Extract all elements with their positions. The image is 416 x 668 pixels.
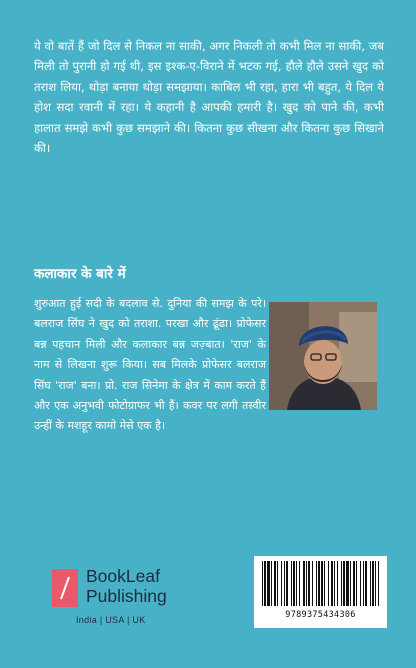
barcode-bar <box>321 561 323 606</box>
barcode-bar <box>372 561 374 606</box>
isbn-barcode <box>254 556 387 628</box>
barcode-bar <box>299 561 300 606</box>
barcode-bar <box>350 561 351 606</box>
barcode-bar <box>271 561 272 606</box>
barcode-bar <box>277 561 278 606</box>
author-portrait-illustration <box>269 302 377 410</box>
barcode-bar <box>318 561 320 606</box>
publisher-logo <box>52 563 192 633</box>
barcode-bar <box>365 561 367 606</box>
barcode-bar <box>328 561 329 606</box>
barcode-bar <box>267 561 270 606</box>
publisher-regions: India | USA | UK <box>76 615 146 625</box>
publisher-name-line1: BookLeaf <box>86 566 160 586</box>
barcode-bar <box>293 561 295 606</box>
barcode-bar <box>312 561 313 606</box>
barcode-bar <box>284 561 285 606</box>
barcode-bar <box>370 561 371 606</box>
barcode-bar <box>303 561 305 606</box>
barcode-bar <box>286 561 288 606</box>
bookleaf-mark-icon <box>52 569 78 607</box>
barcode-bar <box>306 561 307 606</box>
barcode-bar <box>341 561 342 606</box>
barcode-bar <box>331 561 333 606</box>
publisher-name <box>86 566 167 606</box>
barcode-bar <box>375 561 376 606</box>
author-photo <box>269 302 377 410</box>
barcode-bar <box>274 561 276 606</box>
barcode-bar <box>291 561 292 606</box>
barcode-bar <box>337 561 338 606</box>
barcode-bar <box>296 561 297 606</box>
barcode-bar <box>324 561 325 606</box>
barcode-bar <box>360 561 361 606</box>
barcode-bar <box>353 561 355 606</box>
barcode-bar <box>316 561 317 606</box>
barcode-bar <box>363 561 364 606</box>
barcode-bar <box>343 561 345 606</box>
barcode-bar <box>262 561 263 606</box>
barcode-bar <box>281 561 282 606</box>
publisher-name-line2: Publishing <box>86 586 167 606</box>
isbn-number: 9789375434306 <box>285 610 356 620</box>
about-author-body: शुरुआत हुई सदी के बदलाव से. दुनिया की समझ के परे। बलराज सिंघ ने खुद को तराशा. परखा और ढूंढा। प्रोफेसर बन्न पहचान मिली और कलाकार बन्न जज़्बात। 'राज' के नाम से लिखना शुरू किया। सब मिलके प्रोफेसर बलराज सिंघ 'राज' बना। प्रो. राज सिनेमा के क्षेत्र में काम करते हैं और एक अनुभवी फोटोग्राफर भी हैं। कवर पर लगी तस्वीर उन्हीं के मशहूर कामो मेसे एक है। <box>34 297 266 433</box>
barcode-bar <box>308 561 310 606</box>
back-cover-blurb: ये वो बातें हैं जो दिल से निकल ना साकी, अगर निकली तो कभी मिल ना साकी, जब मिली तो पुरानी हो गई थी, इस इश्क-ए-विराने में भटक गई, हौले हौले उसने खुद को तराश लिया, थोड़ा बनाया थोड़ा समझाया। काबिल भी रहा, हारा भी बहुत, ये दिल ये होश सदा रवानी में रहा। ये कहानी है आपकी हमारी है। खुद को पाने की, कभी हालात समझे कभी कुछ समझाने की। कितना कुछ सीखना और कितना कुछ सिखाने की। <box>34 39 384 156</box>
barcode-bar <box>378 561 379 606</box>
about-author-heading: कलाकार के बारे में <box>34 266 126 282</box>
barcode-bar <box>264 561 266 606</box>
barcode-bar <box>334 561 335 606</box>
barcode-bar <box>346 561 349 606</box>
barcode-bars <box>260 561 381 606</box>
barcode-bar <box>356 561 357 606</box>
